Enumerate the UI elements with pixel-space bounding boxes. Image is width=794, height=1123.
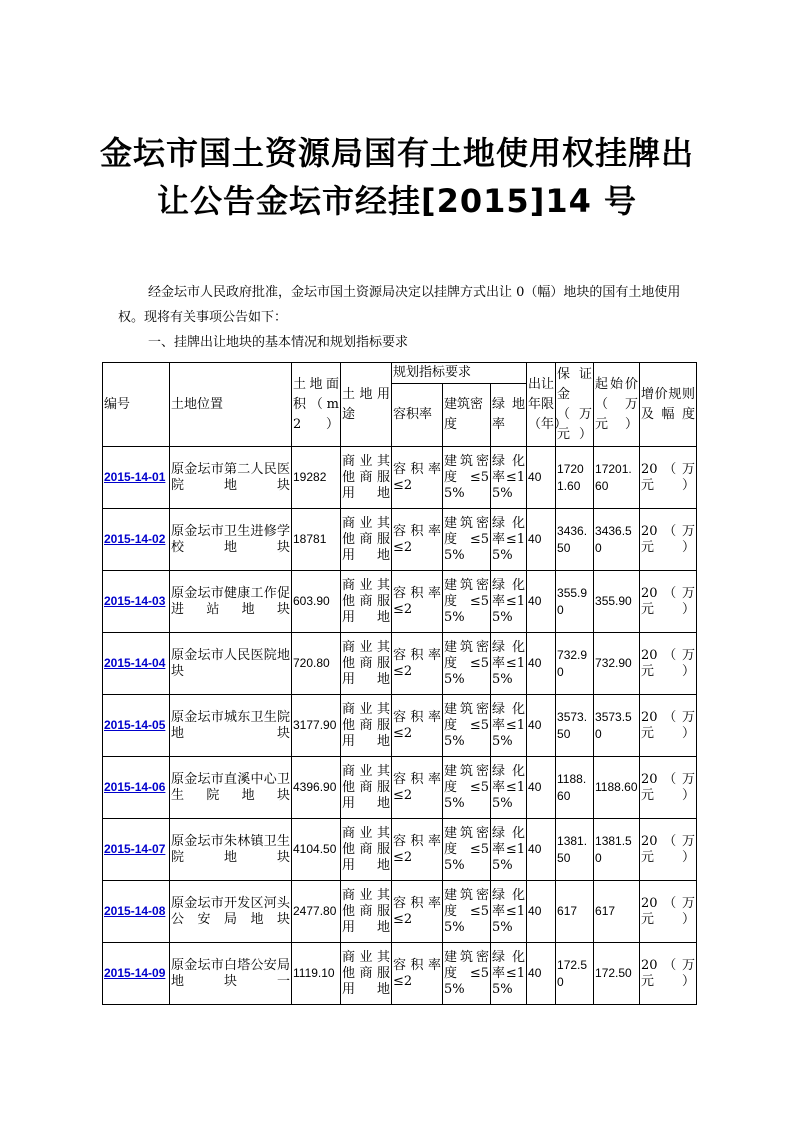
parcel-density-cell: [443, 943, 491, 1005]
parcel-density: 建筑密度≤55%: [444, 453, 489, 501]
table-row: [103, 819, 697, 881]
parcel-deposit: 17201.60: [557, 461, 584, 493]
header-density: 建筑密度: [443, 384, 491, 447]
parcel-area-cell: [292, 447, 341, 509]
header-increment: 增价规则及幅度: [640, 363, 697, 447]
table-row: [103, 447, 697, 509]
parcel-id-link[interactable]: 2015-14-04: [104, 656, 166, 670]
parcel-start-price-cell: [594, 943, 640, 1005]
table-row: [103, 943, 697, 1005]
parcel-increment: 20（万元）: [641, 523, 696, 555]
parcel-years-cell: [527, 943, 556, 1005]
parcel-years: 40: [528, 780, 542, 794]
parcel-id-link-cell: [103, 509, 170, 571]
parcel-location: 原金坛市白塔公安局地块一: [171, 957, 290, 989]
parcel-deposit-cell: [556, 633, 594, 695]
parcel-deposit-cell: [556, 881, 594, 943]
parcel-increment: 20（万元）: [641, 771, 696, 803]
header-far: 容积率: [392, 384, 443, 447]
parcel-far-cell: [392, 633, 443, 695]
parcel-location-cell: [170, 633, 292, 695]
parcel-start-price: 17201.60: [595, 461, 632, 493]
parcel-id-link[interactable]: 2015-14-07: [104, 842, 166, 856]
header-planning: 规划指标要求: [392, 363, 527, 384]
parcel-increment-cell: [640, 757, 697, 819]
parcel-far-cell: [392, 757, 443, 819]
parcel-use-cell: [341, 819, 392, 881]
parcel-deposit: 3573.50: [557, 709, 588, 741]
table-row: [103, 509, 697, 571]
parcel-increment-cell: [640, 447, 697, 509]
parcel-id-link-cell: [103, 447, 170, 509]
parcel-start-price-cell: [594, 447, 640, 509]
parcel-green-rate-cell: [491, 633, 527, 695]
header-location: 土地位置: [170, 363, 292, 447]
parcel-use-cell: [341, 509, 392, 571]
parcel-start-price-cell: [594, 509, 640, 571]
parcel-far: 容积率≤2: [393, 957, 441, 989]
parcel-increment: 20（万元）: [641, 647, 696, 679]
intro-paragraph: 经金坛市人民政府批准，金坛市国土资源局决定以挂牌方式出让 0（幅）地块的国有土地使用权。现将有关事项公告如下：: [118, 285, 681, 325]
parcel-use: 商业其他商服用地: [342, 701, 390, 749]
parcel-years-cell: [527, 695, 556, 757]
section-heading: 一、挂牌出让地块的基本情况和规划指标要求: [148, 335, 409, 350]
parcel-green-rate-cell: [491, 819, 527, 881]
parcel-deposit-cell: [556, 757, 594, 819]
parcel-years: 40: [528, 966, 542, 980]
parcel-id-link[interactable]: 2015-14-03: [104, 594, 166, 608]
table-row: [103, 695, 697, 757]
parcel-density-cell: [443, 881, 491, 943]
parcel-far: 容积率≤2: [393, 461, 441, 493]
parcel-use: 商业其他商服用地: [342, 639, 390, 687]
parcel-density-cell: [443, 509, 491, 571]
document-title-line2: 让公告金坛市经挂[2015]14 号: [157, 182, 637, 220]
parcel-use-cell: [341, 447, 392, 509]
parcel-green-rate-cell: [491, 571, 527, 633]
parcel-years: 40: [528, 842, 542, 856]
parcel-area-cell: [292, 943, 341, 1005]
header-deposit: 保证金（万元）: [556, 363, 594, 447]
parcel-increment: 20（万元）: [641, 895, 696, 927]
parcel-start-price: 3573.50: [595, 709, 632, 741]
parcel-use-cell: [341, 571, 392, 633]
parcel-years: 40: [528, 656, 542, 670]
parcel-location: 原金坛市卫生进修学校地块: [171, 523, 290, 555]
parcel-area-cell: [292, 819, 341, 881]
parcel-id-link[interactable]: 2015-14-08: [104, 904, 166, 918]
parcel-green-rate-cell: [491, 881, 527, 943]
parcel-area-cell: [292, 571, 341, 633]
parcel-deposit: 3436.50: [557, 523, 588, 555]
parcel-increment: 20（万元）: [641, 585, 696, 617]
parcel-green-rate: 绿化率≤15%: [492, 825, 526, 873]
parcel-location: 原金坛市朱林镇卫生院地块: [171, 833, 290, 865]
parcel-start-price: 355.90: [595, 594, 632, 608]
parcel-id-link[interactable]: 2015-14-01: [104, 470, 166, 484]
parcel-green-rate: 绿化率≤15%: [492, 577, 526, 625]
parcel-far: 容积率≤2: [393, 895, 441, 927]
parcel-far: 容积率≤2: [393, 771, 441, 803]
parcel-density-cell: [443, 633, 491, 695]
parcel-increment-cell: [640, 633, 697, 695]
parcel-id-link-cell: [103, 757, 170, 819]
parcel-deposit: 355.90: [557, 585, 588, 617]
parcel-location: 原金坛市直溪中心卫生院地块: [171, 771, 290, 803]
parcel-years-cell: [527, 633, 556, 695]
parcel-years: 40: [528, 470, 542, 484]
parcel-start-price: 3436.50: [595, 523, 632, 555]
parcel-far: 容积率≤2: [393, 647, 441, 679]
parcel-far-cell: [392, 881, 443, 943]
parcel-increment-cell: [640, 509, 697, 571]
parcel-far: 容积率≤2: [393, 833, 441, 865]
parcel-area-cell: [292, 881, 341, 943]
header-start-price: 起始价（万元）: [594, 363, 640, 447]
parcel-far: 容积率≤2: [393, 585, 441, 617]
parcel-start-price-cell: [594, 881, 640, 943]
table-row: [103, 757, 697, 819]
parcel-location: 原金坛市开发区河头公安局地块: [171, 895, 290, 927]
parcel-deposit-cell: [556, 943, 594, 1005]
parcel-increment-cell: [640, 571, 697, 633]
parcel-location-cell: [170, 447, 292, 509]
parcel-deposit: 1188.60: [557, 771, 587, 803]
document-title-line1: 金坛市国土资源局国有土地使用权挂牌出: [99, 134, 694, 172]
parcel-far: 容积率≤2: [393, 709, 441, 741]
parcel-location: 原金坛市健康工作促进站地块: [171, 585, 290, 617]
parcel-green-rate-cell: [491, 509, 527, 571]
parcel-id-link-cell: [103, 571, 170, 633]
parcel-area: 4396.90: [293, 780, 337, 794]
parcel-density: 建筑密度≤55%: [444, 639, 489, 687]
parcel-use-cell: [341, 633, 392, 695]
parcel-deposit-cell: [556, 695, 594, 757]
parcel-use-cell: [341, 881, 392, 943]
parcel-start-price: 172.50: [595, 966, 632, 980]
parcel-area: 4104.50: [293, 842, 337, 856]
parcel-location-cell: [170, 757, 292, 819]
parcel-years-cell: [527, 819, 556, 881]
parcel-deposit: 172.50: [557, 957, 588, 989]
parcel-green-rate: 绿化率≤15%: [492, 515, 526, 563]
parcel-density: 建筑密度≤55%: [444, 825, 489, 873]
parcel-increment: 20（万元）: [641, 833, 696, 865]
header-area: 土地面积（m2）: [292, 363, 341, 447]
parcel-start-price-cell: [594, 633, 640, 695]
parcel-id-link-cell: [103, 819, 170, 881]
parcel-id-link-cell: [103, 633, 170, 695]
parcel-deposit: 1381.50: [557, 833, 588, 865]
parcel-increment: 20（万元）: [641, 709, 696, 741]
parcel-use: 商业其他商服用地: [342, 949, 390, 997]
parcel-years-cell: [527, 881, 556, 943]
parcel-density: 建筑密度≤55%: [444, 949, 489, 997]
parcel-location-cell: [170, 571, 292, 633]
parcel-location-cell: [170, 509, 292, 571]
parcel-use: 商业其他商服用地: [342, 825, 390, 873]
parcel-use-cell: [341, 943, 392, 1005]
parcel-id-link-cell: [103, 943, 170, 1005]
parcel-area-cell: [292, 695, 341, 757]
parcel-location: 原金坛市城东卫生院地块: [171, 709, 290, 741]
parcel-area-cell: [292, 509, 341, 571]
parcel-deposit-cell: [556, 819, 594, 881]
parcel-density: 建筑密度≤55%: [444, 515, 489, 563]
parcel-density-cell: [443, 819, 491, 881]
parcel-green-rate: 绿化率≤15%: [492, 949, 526, 997]
parcel-far-cell: [392, 571, 443, 633]
parcel-location-cell: [170, 881, 292, 943]
parcel-id-link[interactable]: 2015-14-06: [104, 780, 166, 794]
header-id: 编号: [103, 363, 170, 447]
parcel-use-cell: [341, 757, 392, 819]
parcel-green-rate-cell: [491, 695, 527, 757]
parcel-green-rate: 绿化率≤15%: [492, 763, 526, 811]
parcel-start-price-cell: [594, 757, 640, 819]
parcel-increment-cell: [640, 819, 697, 881]
parcel-increment: 20（万元）: [641, 957, 696, 989]
parcel-years-cell: [527, 757, 556, 819]
parcel-area: 720.80: [293, 656, 330, 670]
parcel-id-link-cell: [103, 881, 170, 943]
parcel-years: 40: [528, 718, 542, 732]
parcel-green-rate-cell: [491, 757, 527, 819]
parcel-id-link-cell: [103, 695, 170, 757]
parcel-use: 商业其他商服用地: [342, 515, 390, 563]
parcel-area: 3177.90: [293, 718, 337, 732]
parcel-id-link[interactable]: 2015-14-09: [104, 966, 166, 980]
parcel-area: 2477.80: [293, 904, 337, 918]
parcel-years: 40: [528, 904, 542, 918]
parcel-green-rate-cell: [491, 943, 527, 1005]
parcel-id-link[interactable]: 2015-14-05: [104, 718, 166, 732]
parcel-id-link[interactable]: 2015-14-02: [104, 532, 166, 546]
parcel-location-cell: [170, 819, 292, 881]
parcel-years-cell: [527, 509, 556, 571]
parcel-deposit-cell: [556, 571, 594, 633]
table-row: [103, 881, 697, 943]
parcel-start-price-cell: [594, 695, 640, 757]
parcel-years: 40: [528, 532, 542, 546]
parcel-green-rate: 绿化率≤15%: [492, 887, 526, 935]
parcel-deposit-cell: [556, 447, 594, 509]
parcel-density-cell: [443, 571, 491, 633]
parcel-increment: 20（万元）: [641, 461, 696, 493]
parcel-start-price: 1381.50: [595, 833, 632, 865]
parcel-far-cell: [392, 509, 443, 571]
parcel-location-cell: [170, 695, 292, 757]
parcel-deposit: 617: [557, 904, 578, 918]
parcel-far: 容积率≤2: [393, 523, 441, 555]
parcel-use: 商业其他商服用地: [342, 577, 390, 625]
parcel-green-rate: 绿化率≤15%: [492, 453, 526, 501]
parcel-start-price: 617: [595, 904, 616, 918]
header-use: 土地用途: [341, 363, 392, 447]
parcel-density: 建筑密度≤55%: [444, 763, 489, 811]
land-parcel-table: [102, 362, 697, 1005]
parcel-increment-cell: [640, 943, 697, 1005]
parcel-start-price: 732.90: [595, 656, 632, 670]
parcel-far-cell: [392, 943, 443, 1005]
header-green: 绿地率: [491, 384, 527, 447]
parcel-density: 建筑密度≤55%: [444, 701, 489, 749]
parcel-area: 18781: [293, 532, 327, 546]
parcel-area: 603.90: [293, 594, 330, 608]
parcel-use: 商业其他商服用地: [342, 453, 390, 501]
parcel-density: 建筑密度≤55%: [444, 887, 489, 935]
parcel-density: 建筑密度≤55%: [444, 577, 489, 625]
parcel-density-cell: [443, 757, 491, 819]
parcel-use: 商业其他商服用地: [342, 887, 390, 935]
parcel-increment-cell: [640, 881, 697, 943]
parcel-location: 原金坛市第二人民医院地块: [171, 461, 290, 493]
parcel-area: 19282: [293, 470, 327, 484]
parcel-use: 商业其他商服用地: [342, 763, 390, 811]
table-row: [103, 633, 697, 695]
parcel-increment-cell: [640, 695, 697, 757]
parcel-far-cell: [392, 819, 443, 881]
parcel-green-rate-cell: [491, 447, 527, 509]
table-row: [103, 571, 697, 633]
parcel-area-cell: [292, 633, 341, 695]
parcel-density-cell: [443, 695, 491, 757]
parcel-far-cell: [392, 447, 443, 509]
parcel-deposit: 732.90: [557, 647, 588, 679]
parcel-location: 原金坛市人民医院地块: [171, 647, 290, 679]
parcel-green-rate: 绿化率≤15%: [492, 701, 526, 749]
parcel-years-cell: [527, 447, 556, 509]
header-years: 出让年限（年）: [527, 363, 556, 447]
parcel-density-cell: [443, 447, 491, 509]
parcel-area-cell: [292, 757, 341, 819]
parcel-far-cell: [392, 695, 443, 757]
parcel-deposit-cell: [556, 509, 594, 571]
parcel-years-cell: [527, 571, 556, 633]
parcel-use-cell: [341, 695, 392, 757]
parcel-green-rate: 绿化率≤15%: [492, 639, 526, 687]
parcel-location-cell: [170, 943, 292, 1005]
parcel-start-price-cell: [594, 819, 640, 881]
parcel-start-price: 1188.60: [595, 780, 638, 794]
parcel-years: 40: [528, 594, 542, 608]
parcel-area: 1119.10: [293, 966, 335, 980]
parcel-start-price-cell: [594, 571, 640, 633]
